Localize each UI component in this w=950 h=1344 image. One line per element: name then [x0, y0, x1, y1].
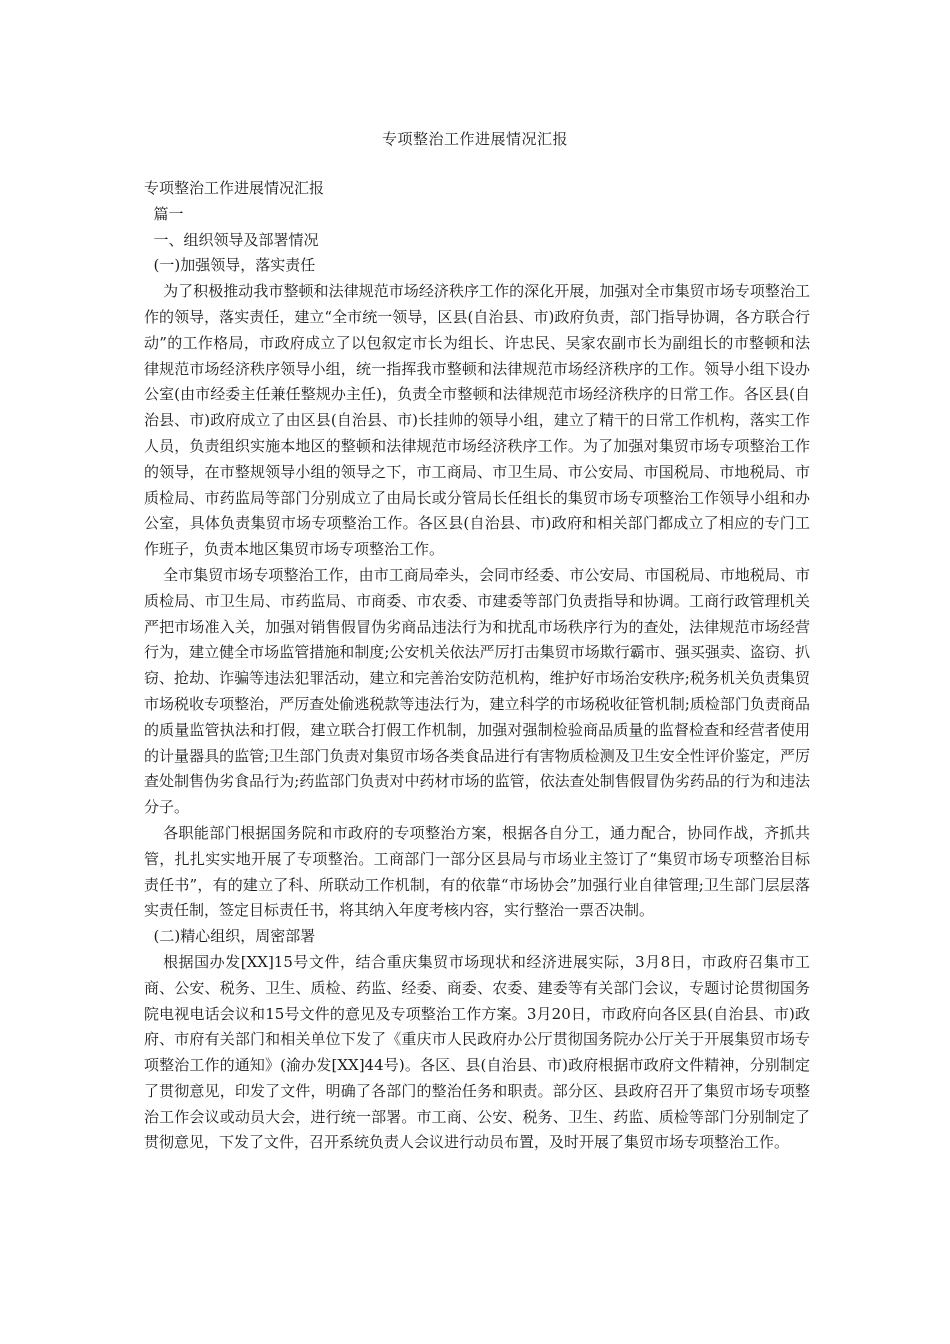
document-body	[144, 176, 810, 1156]
section-heading: 一、组织领导及部署情况	[153, 230, 319, 249]
paragraph: 各职能部门根据国务院和市政府的专项整治方案，根据各自分工，通力配合，协同作战，齐抓共管，扎扎实实地开展了专项整治。工商部门一部分区县局与市场业主签订了“集贸市场专项整治目标责任书”，有的建立了科、所联动工作机制，有的依靠“市场协会”加强行业自律管理;卫生部门层层落实责任制，签定目标责任书，将其纳入年度考核内容，实行整治一票否决制。	[144, 823, 810, 920]
part-heading: 篇一	[153, 204, 184, 223]
document-title: 专项整治工作进展情况汇报	[381, 130, 568, 148]
paragraph: 根据国办发[XX]15号文件，结合重庆集贸市场现状和经济进展实际，3月8日，市政府召集市工商、公安、税务、卫生、质检、药监、经委、商委、农委、建委等有关部门会议，专题讨论贯彻国务院电视电话会议和15号文件的意见及专项整治工作方案。3月20日，市政府向各区县(自治县、市)政府、市府有关部门和相关单位下发了《重庆市人民政府办公厅贯彻国务院办公厅关于开展集贸市场专项整治工作的通知》(渝办发[XX]44号)。各区、县(自治县、市)政府根据市政府文件精神，分别制定了贯彻意见，印发了文件，明确了各部门的整治任务和职责。部分区、县政府召开了集贸市场专项整治工作会议或动员大会，进行统一部署。市工商、公安、税务、卫生、药监、质检等部门分别制定了贯彻意见，下发了文件，召开系统负责人会议进行动员布置，及时开展了集贸市场专项整治工作。	[144, 952, 810, 1152]
paragraph: 为了积极推动我市整顿和法律规范市场经济秩序工作的深化开展，加强对全市集贸市场专项整治工作的领导，落实责任，建立“全市统一领导，区县(自治县、市)政府负责，部门指导协调，各方联合行动”的工作格局，市政府成立了以包叙定市长为组长、许忠民、吴家农副市长为副组长的市整顿和法律规范市场经济秩序领导小组，统一指挥我市整顿和法律规范市场经济秩序的工作。领导小组下设办公室(由市经委主任兼任整规办主任)，负责全市整顿和法律规范市场经济秩序的日常工作。各区县(自治县、市)政府成立了由区县(自治县、市)长挂帅的领导小组，建立了精干的日常工作机构，落实工作人员，负责组织实施本地区的整顿和法律规范市场经济秩序工作。为了加强对集贸市场专项整治工作的领导，在市整规领导小组的领导之下，市工商局、市卫生局、市公安局、市国税局、市地税局、市质检局、市药监局等部门分别成立了由局长或分管局长任组长的集贸市场专项整治工作领导小组和办公室，具体负责集贸市场专项整治工作。各区县(自治县、市)政府和相关部门都成立了相应的专门工作班子，负责本地区集贸市场专项整治工作。	[144, 282, 810, 559]
paragraph: 全市集贸市场专项整治工作，由市工商局牵头，会同市经委、市公安局、市国税局、市地税局、市质检局、市卫生局、市药监局、市商委、市农委、市建委等部门负责指导和协调。工商行政管理机关严把市场准入关，加强对销售假冒伪劣商品违法行为和扰乱市场秩序行为的查处，法律规范市场经营行为，建立健全市场监管措施和制度;公安机关依法严厉打击集贸市场欺行霸市、强买强卖、盗窃、扒窃、抢劫、诈骗等违法犯罪活动，建立和完善治安防范机构，维护好市场治安秩序;税务机关负责集贸市场税收专项整治，严厉查处偷逃税款等违法行为，建立科学的市场税收征管机制;质检部门负责商品的质量监管执法和打假，建立联合打假工作机制，加强对强制检验商品质量的监督检查和经营者使用的计量器具的监管;卫生部门负责对集贸市场各类食品进行有害物质检测及卫生安全性评价鉴定，严厉查处制售伪劣食品行为;药监部门负责对中药材市场的监管，依法查处制售假冒伪劣药品的行为和违法分子。	[144, 565, 810, 817]
subsection-heading: (二)精心组织，周密部署	[153, 927, 316, 946]
document-subtitle: 专项整治工作进展情况汇报	[144, 179, 325, 197]
subsection-heading: (一)加强领导，落实责任	[153, 256, 316, 275]
